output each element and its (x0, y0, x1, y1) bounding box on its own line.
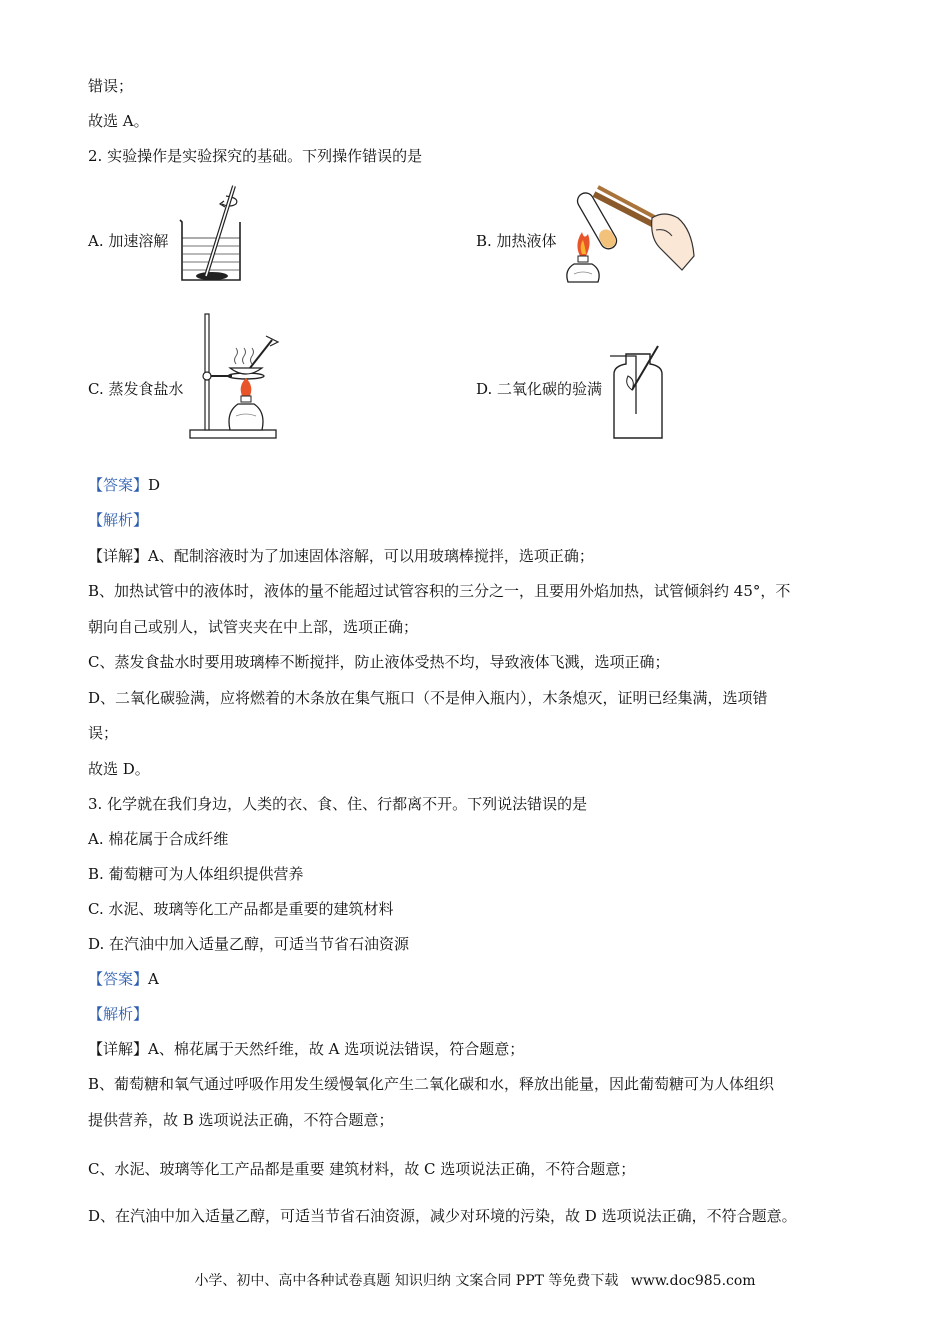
q3-stem: 3. 化学就在我们身边，人类的衣、食、住、行都离不开。下列说法错误的是 (88, 795, 588, 813)
q3-answer-value: A (148, 970, 159, 988)
page-footer (0, 1270, 950, 1290)
q2-option-a: A. 加速溶解 (88, 232, 169, 250)
q2-option-d: D. 二氧化碳的验满 (476, 380, 603, 398)
q3-detail-line-3: 提供营养，故 B 选项说法正确，不符合题意； (88, 1111, 394, 1129)
q3-option-a: A. 棉花属于合成纤维 (88, 830, 229, 848)
q3-detail-line-2: B、葡萄糖和氧气通过呼吸作用发生缓慢氧化产生二氧化碳和水，释放出能量，因此葡萄糖可为人体组织 (88, 1075, 775, 1093)
q2-detail-line-1 (88, 546, 594, 566)
q2-detail-line-7: 故选 D。 (88, 760, 150, 778)
footer-text: 小学、初中、高中各种试卷真题 知识归纳 文案合同 PPT 等免费下载 (194, 1273, 619, 1289)
q3-analysis-tag: 【解析】 (88, 1005, 149, 1023)
q2-answer-value: D (148, 476, 161, 494)
q2-option-c: C. 蒸发食盐水 (88, 380, 184, 398)
evaporation-figure (188, 310, 288, 440)
q2-analysis-tag: 【解析】 (88, 511, 149, 529)
q2-stem: 2. 实验操作是实验探究的基础。下列操作错误的是 (88, 147, 423, 165)
q3-option-c: C. 水泥、玻璃等化工产品都是重要的建筑材料 (88, 900, 394, 918)
q2-detail-line-4: C、蒸发食盐水时要用玻璃棒不断搅拌，防止液体受热不均，导致液体飞溅，选项正确； (88, 653, 670, 671)
q3-detail-line-1 (88, 1039, 524, 1059)
footer-url[interactable]: www.doc985.com (630, 1273, 756, 1289)
q2-detail-line-6: 误； (88, 724, 119, 742)
q3-option-d: D. 在汽油中加入适量乙醇，可适当节省石油资源 (88, 935, 410, 953)
prev-line-2: 故选 A。 (88, 112, 149, 130)
q2-detail-line-2: B、加热试管中的液体时，液体的量不能超过试管容积的三分之一，且要用外焰加热，试管倾斜约 45°，不 (88, 582, 791, 600)
q2-detail-line-3: 朝向自己或别人，试管夹夹在中上部，选项正确； (88, 618, 419, 636)
q3-detail-tag: 【详解】 (88, 1040, 149, 1058)
beaker-stirring-figure (176, 182, 246, 286)
q3-answer-line (88, 969, 159, 989)
heating-liquid-figure (560, 178, 696, 286)
co2-test-figure (606, 344, 670, 440)
q2-option-b: B. 加热液体 (476, 232, 557, 250)
q3-detail-line-4: C、水泥、玻璃等化工产品都是重要 建筑材料，故 C 选项说法正确，不符合题意； (88, 1160, 636, 1178)
q3-detail-line-5: D、在汽油中加入适量乙醇，可适当节省石油资源，减少对环境的污染，故 D 选项说法正确，不符合题意。 (88, 1207, 797, 1225)
prev-line-1: 错误； (88, 77, 134, 95)
q2-detail-line-5: D、二氧化碳验满，应将燃着的木条放在集气瓶口（不是伸入瓶内），木条熄灭，证明已经集满，选项错 (88, 689, 768, 707)
q3-option-b: B. 葡萄糖可为人体组织提供营养 (88, 865, 304, 883)
q3-answer-tag: 【答案】 (88, 970, 149, 988)
q2-answer-line (88, 475, 160, 495)
q2-answer-tag: 【答案】 (88, 476, 149, 494)
q2-detail-text-1: A、配制溶液时为了加速固体溶解，可以用玻璃棒搅拌，选项正确； (148, 547, 594, 565)
q3-detail-text-1: A、棉花属于天然纤维，故 A 选项说法错误，符合题意； (148, 1040, 525, 1058)
q2-detail-tag: 【详解】 (88, 547, 149, 565)
